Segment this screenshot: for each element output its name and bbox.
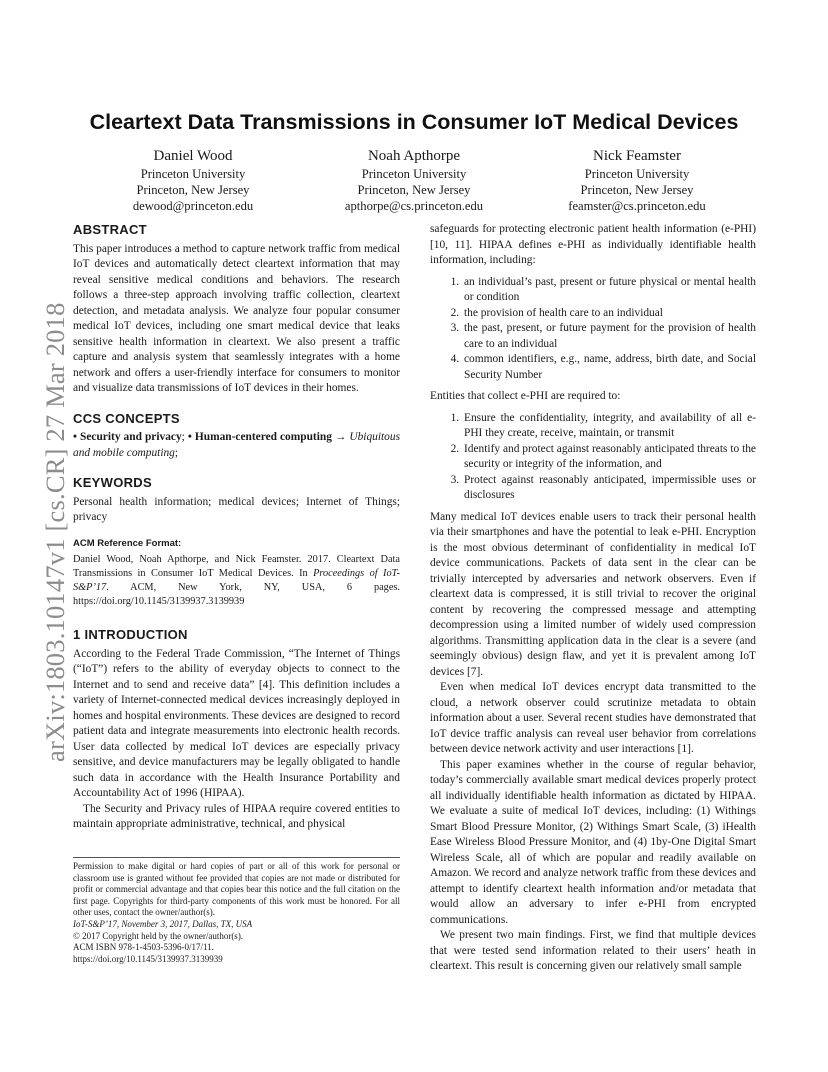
keywords-text: Personal health information; medical devices; Internet of Things; privacy: [73, 495, 400, 523]
author-block-2: [304, 146, 524, 214]
author-location: Princeton, New Jersey: [136, 183, 250, 197]
body-paragraph: Even when medical IoT devices encrypt data transmitted to the cloud, a network observer could scrutinize metadata to obtain information about a user. Several recent studies have demonstrated that IoT device traffic analysis can reveal user behavior from correlations between device network activity and user interactions [1].: [430, 681, 756, 755]
footnote-rule: [73, 857, 400, 858]
author-name: Nick Feamster: [593, 148, 681, 164]
author-email: feamster@cs.princeton.edu: [568, 199, 706, 213]
ccs-heading: CCS CONCEPTS: [73, 410, 180, 426]
body-paragraph: Many medical IoT devices enable users to track their personal health via their smartphones and have the potential to leak e-PHI. Encryption is the most obvious determinant of confidentiality in medical IoT device communications. Packets of data sent in the clear can be trivially intercepted by adversaries and network observers. Even if cleartext data is compressed, it is still trivial to recover the original content by recovering the compressed message and attempting decompression using a limited number of widely used compression algorithms. Transmitting application data in the clear is a severe (and seemingly obvious) design flaw, and yet it is prevalent among IoT devices [7].: [430, 510, 756, 678]
ccs-concepts: • Security and privacy; • Human-centered computing → Ubiquitous and mobile computing;: [73, 431, 401, 459]
reference-format-text: Daniel Wood, Noah Apthorpe, and Nick Feamster. 2017. Cleartext Data Transmissions in Consumer IoT Medical Devices. In Proceedings of IoT-S&P’17. ACM, New York, NY, USA, 6 pages. https://doi.org/10.1145/3139937.3139939: [73, 554, 400, 607]
keywords-heading: KEYWORDS: [73, 475, 152, 490]
list-item: 3. the past, present, or future payment for the provision of health care to an individual: [462, 321, 756, 352]
author-name: Noah Apthorpe: [367, 148, 461, 164]
list-item: 2. Identify and protect against reasonably anticipated threats to the security or integrity of the information, and: [462, 442, 756, 473]
reference-format-heading: ACM Reference Format:: [73, 537, 182, 549]
conference-info: IoT-S&P’17, November 3, 2017, Dallas, TX, USA: [73, 918, 253, 929]
copyright-footnote: [73, 857, 400, 965]
ephi-list: [430, 275, 756, 384]
author-name: Daniel Wood: [153, 148, 233, 164]
abstract-text: This paper introduces a method to capture network traffic from medical IoT devices and automatically detect cleartext information that may reveal sensitive medical conditions and behaviors. The research follows a three-step approach involving traffic collection, cleartext detection, and metadata analysis. We analyze four popular consumer medical IoT devices, including one smart medical device that leaks sensitive health information in cleartext. We also present a traffic capture and analysis system that seamlessly integrates with a home network and offers a user-friendly interface for consumers to monitor and visualize data transmissions of IoT devices in their homes.: [73, 242, 400, 394]
list-item: 2. the provision of health care to an individual: [462, 306, 756, 322]
author-email: apthorpe@cs.princeton.edu: [344, 199, 484, 213]
hipaa-paragraph: safeguards for protecting electronic patient health information (e-PHI) [10, 11]. HIPAA defines e-PHI as individually identifiable health information, including:: [430, 223, 756, 266]
copyright-line: © 2017 Copyright held by the owner/author(s).: [73, 930, 244, 941]
list-item: 1. Ensure the confidentiality, integrity, and availability of all e-PHI they create, receive, maintain, or transmit: [462, 411, 756, 442]
arxiv-stamp-text: arXiv:1803.10147v1 [cs.CR] 27 Mar 2018: [40, 302, 70, 762]
author-location: Princeton, New Jersey: [357, 183, 471, 197]
list-item: 1. an individual’s past, present or future physical or mental health or condition: [462, 275, 756, 306]
author-location: Princeton, New Jersey: [580, 183, 694, 197]
right-column: [430, 222, 756, 975]
list-item: 3. Protect against reasonably anticipated, impermissible uses or disclosures: [462, 473, 756, 504]
left-column: [73, 222, 400, 833]
body-paragraph: We present two main findings. First, we find that multiple devices that were tested send information related to their users’ heath in cleartext. This result is concerning given our relatively small sample: [430, 929, 756, 972]
introduction-heading: 1 INTRODUCTION: [73, 627, 188, 642]
author-email: dewood@princeton.edu: [132, 199, 254, 213]
author-block-1: [83, 146, 303, 214]
doi-line: https://doi.org/10.1145/3139937.3139939: [73, 953, 223, 964]
permission-notice: Permission to make digital or hard copies of part or all of this work for personal or classroom use is granted without fee provided that copies are not made or distributed for profit or commercial advantage and that copies bear this notice and the full citation on the first page. Copyrights for third-party components of this work must be honored. For all other uses, contact the owner/author(s).: [73, 861, 400, 918]
author-affiliation: Princeton University: [584, 167, 690, 181]
body-paragraph: This paper examines whether in the course of regular behavior, today’s commercially available smart medical devices properly protect all individually identifiable health information as dictated by HIPAA. We evaluate a suite of medical IoT devices, including: (1) Withings Smart Blood Pressure Monitor, (2) Withings Smart Scale, (3) iHealth Ease Wireless Blood Pressure Monitor, and (4) 1by-One Digital Smart Wireless Scale, all of which are popular and readily available on Amazon. We record and analyze network traffic from these devices and attempt to identify cleartext health information and/or metadata that would allow an adversary to infer e-PHI from encrypted communications.: [430, 758, 757, 926]
arxiv-stamp: [18, 282, 70, 762]
intro-paragraph-2: The Security and Privacy rules of HIPAA require covered entities to maintain appropriate administrative, technical, and physical: [73, 802, 400, 830]
paper-title: Cleartext Data Transmissions in Consumer IoT Medical Devices: [89, 110, 739, 134]
list-item: 4. common identifiers, e.g., name, address, birth date, and Social Security Number: [462, 352, 756, 383]
requirements-list: [430, 411, 756, 504]
author-affiliation: Princeton University: [361, 167, 467, 181]
intro-paragraph-1: According to the Federal Trade Commission, “The Internet of Things (“IoT”) refers to the ability of everyday objects to connect to the Internet and to send and receive data” [4]. This definition includes a variety of Internet-connected medical devices increasingly deployed in homes and hospital environments. These devices are designed to record patient data and integrate measurements into electronic health records. User data collected by medical IoT devices are especially privacy sensitive, and device manufacturers may be legally obligated to handle such data in accordance with the Health Insurance Portability and Accountability Act of 1996 (HIPAA).: [73, 647, 400, 799]
author-affiliation: Princeton University: [140, 167, 246, 181]
abstract-heading: ABSTRACT: [73, 222, 147, 237]
author-block-3: [527, 146, 747, 214]
entities-paragraph: Entities that collect e-PHI are required to:: [430, 390, 621, 402]
isbn-line: ACM ISBN 978-1-4503-5396-0/17/11.: [73, 942, 214, 953]
